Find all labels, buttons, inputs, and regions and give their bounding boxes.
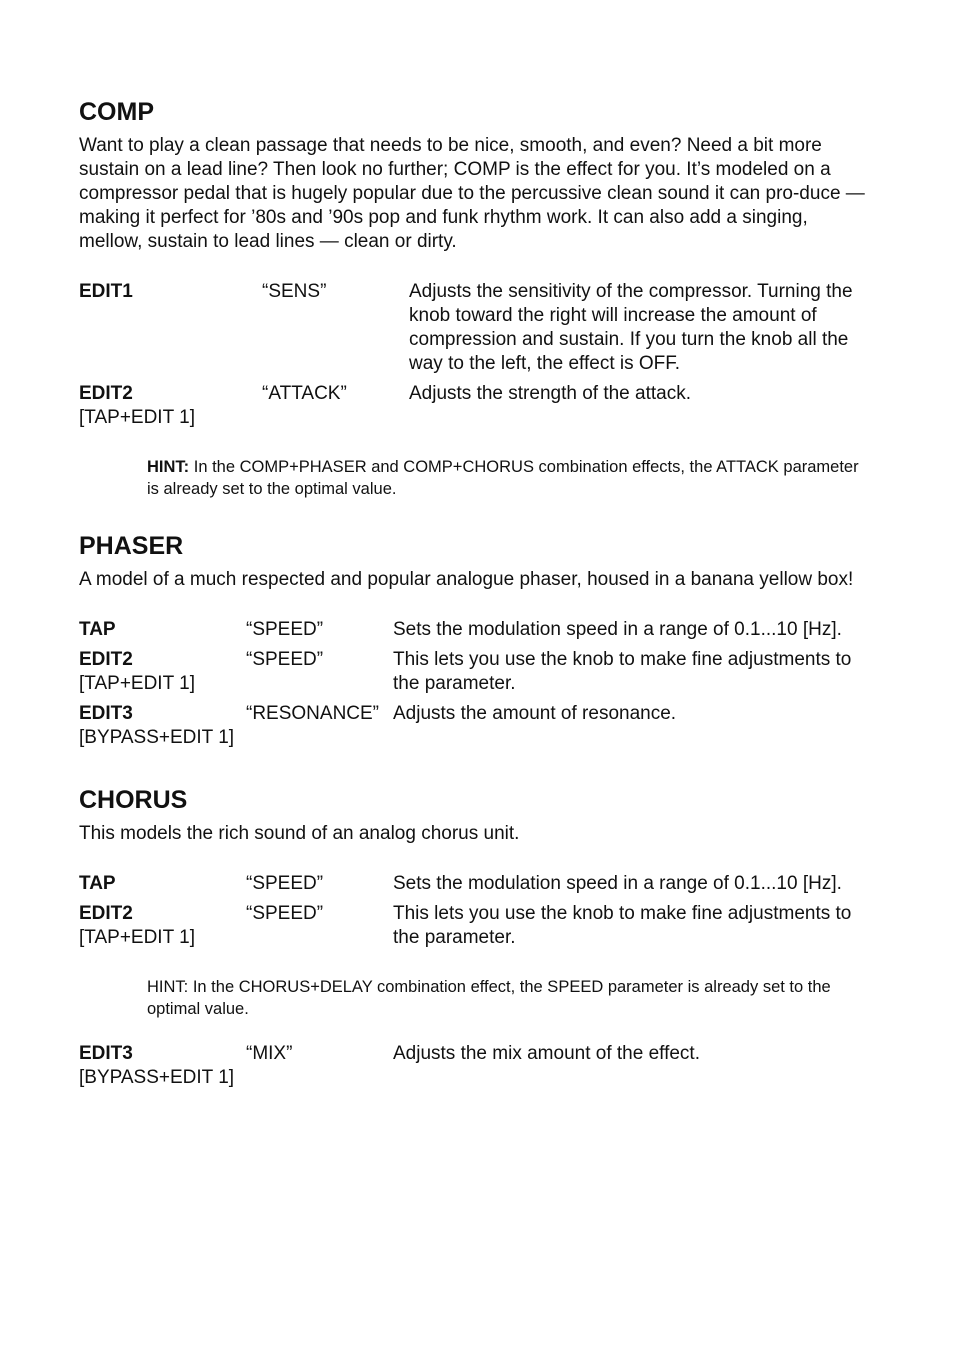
param-row <box>79 1042 879 1090</box>
param-name: “SPEED” <box>246 619 324 640</box>
param-key: TAP <box>79 619 116 640</box>
param-desc: This lets you use the knob to make fine adjustments to the parameter. <box>393 903 852 948</box>
param-desc: This lets you use the knob to make fine adjustments to the parameter. <box>393 649 852 694</box>
param-row <box>79 618 879 642</box>
param-desc: Adjusts the strength of the attack. <box>409 383 691 404</box>
param-row <box>79 280 879 376</box>
param-name: “SPEED” <box>246 649 324 670</box>
param-key: EDIT2 <box>79 383 133 404</box>
hint-chorus: HINT: In the CHORUS+DELAY combination effect, the SPEED parameter is already set to the optimal value. <box>147 978 831 1018</box>
param-name: “SPEED” <box>246 873 324 894</box>
param-key: EDIT3 <box>79 703 133 724</box>
param-desc: Sets the modulation speed in a range of 0.1...10 [Hz]. <box>393 619 842 640</box>
param-key-combo: [TAP+EDIT 1] <box>79 407 195 428</box>
param-key-combo: [BYPASS+EDIT 1] <box>79 727 235 748</box>
param-name: “SPEED” <box>246 903 324 924</box>
param-desc: Sets the modulation speed in a range of 0.1...10 [Hz]. <box>393 873 842 894</box>
section-title-chorus: CHORUS <box>79 786 188 814</box>
section-phaser <box>79 530 879 750</box>
param-key-combo: [TAP+EDIT 1] <box>79 927 195 948</box>
section-comp <box>79 96 879 500</box>
param-desc: Adjusts the amount of resonance. <box>393 703 677 724</box>
section-title-phaser: PHASER <box>79 532 184 560</box>
param-desc: Adjusts the sensitivity of the compressor. Turning the knob toward the right will increase the amount of compression and sustain. If you turn the knob all the way to the left, the effect is OFF. <box>409 281 853 374</box>
param-name: “ATTACK” <box>262 383 347 404</box>
param-name: “MIX” <box>246 1043 293 1064</box>
intro-comp: Want to play a clean passage that needs to be nice, smooth, and even? Need a bit more sustain on a lead line? Then look no further; COMP is the effect for you. It’s modeled on a compressor pedal that is hugely popular due to the percussive clean sound it can pro-duce — making it perfect for ’80s and ’90s pop and funk rhythm work. It can also add a singing, mellow, sustain to lead lines — clean or dirty. <box>79 135 865 252</box>
param-key: EDIT1 <box>79 281 133 302</box>
param-row <box>79 648 879 696</box>
param-name: “RESONANCE” <box>246 703 380 724</box>
hint-label: HINT: <box>147 458 190 476</box>
param-key-combo: [TAP+EDIT 1] <box>79 673 195 694</box>
param-row <box>79 702 879 750</box>
param-row <box>79 382 879 430</box>
hint-text: In the COMP+PHASER and COMP+CHORUS combination effects, the ATTACK parameter is already set to the optimal value. <box>147 458 859 498</box>
section-chorus <box>79 784 879 1090</box>
param-key: TAP <box>79 873 116 894</box>
intro-chorus: This models the rich sound of an analog chorus unit. <box>79 823 520 844</box>
section-title-comp: COMP <box>79 98 154 126</box>
param-desc: Adjusts the mix amount of the effect. <box>393 1043 700 1064</box>
param-key: EDIT2 <box>79 649 133 670</box>
param-name: “SENS” <box>262 281 327 302</box>
param-row <box>79 872 879 896</box>
param-row <box>79 902 879 950</box>
hint-comp <box>147 456 869 500</box>
manual-page <box>79 96 879 1090</box>
param-key: EDIT2 <box>79 903 133 924</box>
param-key-combo: [BYPASS+EDIT 1] <box>79 1067 235 1088</box>
intro-phaser: A model of a much respected and popular analogue phaser, housed in a banana yellow box! <box>79 569 854 590</box>
param-key: EDIT3 <box>79 1043 133 1064</box>
